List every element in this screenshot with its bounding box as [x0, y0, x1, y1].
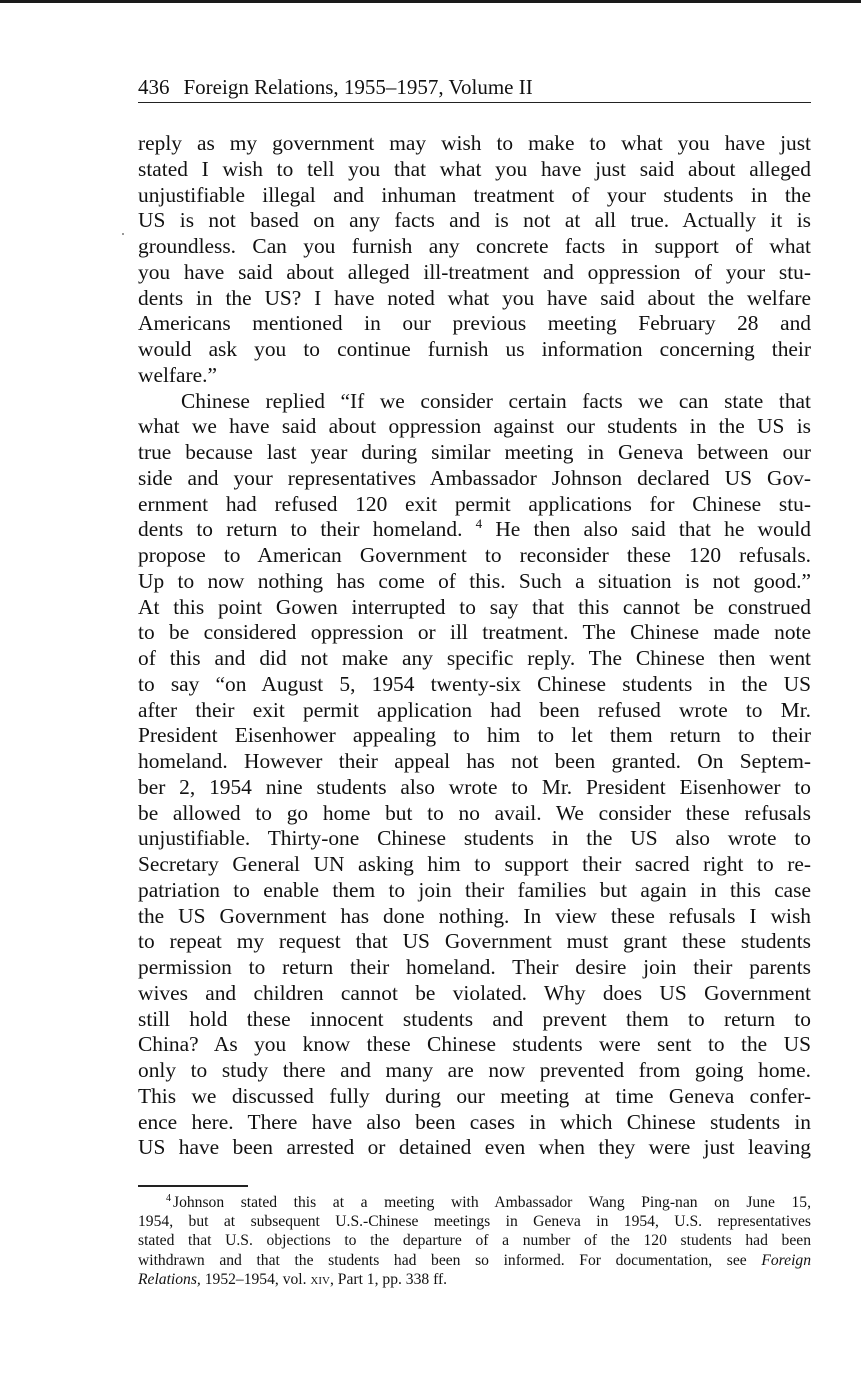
text-line: Americans mentioned in our previous meeting February 28 and: [138, 311, 811, 336]
text-line: At this point Gowen interrupted to say that this cannot be construed: [138, 594, 811, 619]
footnote-separator: [138, 1185, 248, 1187]
text-line: China? As you know these Chinese students were sent to the US: [138, 1032, 811, 1057]
text-line: welfare.”: [138, 362, 217, 387]
text-line: propose to American Government to reconsider these 120 refusals.: [138, 543, 811, 567]
text-line: homeland. However their appeal has not been granted. On Septem-: [138, 749, 811, 773]
citation-title: Relations,: [138, 1270, 201, 1288]
footnote-line: [138, 1270, 811, 1289]
text-line: Chinese replied “If we consider certain facts we can state that: [181, 388, 811, 413]
footnote-text: withdrawn and that the students had been so informed. For documentation, see: [138, 1251, 747, 1269]
citation-title: Foreign: [761, 1251, 812, 1269]
text-line: to say “on August 5, 1954 twenty-six Chinese students in the US: [138, 671, 811, 696]
text-line: you have said about alleged ill-treatment and oppression of your stu-: [138, 259, 811, 284]
text-line: to repeat my request that US Government must grant these students: [138, 929, 811, 954]
text-line: ernment had refused 120 exit permit applications for Chinese stu-: [138, 491, 811, 516]
text-line: to be considered oppression or ill treatment. The Chinese made note: [138, 620, 811, 645]
text-line: Secretary General UN asking him to support their sacred right to re-: [138, 852, 811, 876]
text-line: wives and children cannot be violated. Why does US Government: [138, 980, 811, 1005]
text-line: only to study there and many are now prevented from going home.: [138, 1058, 811, 1082]
footnote-line: [138, 1251, 811, 1270]
text-segment: dents to return to their homeland.: [138, 517, 463, 542]
text-line: permission to return their homeland. Their desire join their parents: [138, 955, 811, 979]
text-line: true because last year during similar meeting in Geneva between our: [138, 440, 811, 464]
footnote-text: 1952–1954, vol.: [204, 1270, 307, 1288]
footnote-text: , Part 1, pp. 338 ff.: [329, 1270, 448, 1288]
text-line-with-footnote: [138, 517, 811, 543]
running-head: [138, 74, 811, 103]
text-line: the US Government has done nothing. In view these refusals I wish: [138, 903, 811, 928]
body-text: [138, 131, 811, 1161]
text-line: reply as my government may wish to make to what you have just: [138, 131, 811, 155]
text-line: unjustifiable illegal and inhuman treatment of your students in the: [138, 182, 811, 207]
text-line: patriation to enable them to join their families but again in this case: [138, 877, 811, 902]
text-line: unjustifiable. Thirty-one Chinese students in the US also wrote to: [138, 826, 811, 851]
footnote-line: 1954, but at subsequent U.S.-Chinese meetings in Geneva in 1954, U.S. representatives: [138, 1213, 811, 1231]
text-line: Up to now nothing has come of this. Such a situation is not good.”: [138, 568, 811, 593]
text-line: ence here. There have also been cases in which Chinese students in: [138, 1109, 811, 1134]
text-segment: He then also said that he would: [495, 517, 812, 542]
text-line: stated I wish to tell you that what you have just said about alleged: [138, 156, 811, 181]
volume-title: Foreign Relations, 1955–1957, Volume II: [183, 75, 533, 99]
footnote: [138, 1193, 811, 1289]
text-line: US have been arrested or detained even when they were just leaving: [138, 1135, 811, 1160]
top-border-rule: [0, 0, 861, 3]
text-line: dents in the US? I have noted what you have said about the welfare: [138, 285, 811, 310]
text-line: still hold these innocent students and prevent them to return to: [138, 1006, 811, 1031]
text-line: US is not based on any facts and is not at all true. Actually it is: [138, 208, 811, 233]
text-line: would ask you to continue furnish us information concerning their: [138, 337, 811, 361]
text-line: what we have said about oppression against our students in the US is: [138, 414, 811, 439]
text-line: side and your representatives Ambassador Johnson declared US Gov-: [138, 465, 811, 490]
page-number: 436: [138, 75, 170, 99]
text-line: after their exit permit application had been refused wrote to Mr.: [138, 697, 811, 722]
text-line: ber 2, 1954 nine students also wrote to Mr. President Eisenhower to: [138, 774, 811, 799]
text-line: This we discussed fully during our meeting at time Geneva confer-: [138, 1083, 811, 1108]
text-line: President Eisenhower appealing to him to let them return to their: [138, 723, 811, 748]
volume-numeral: xiv: [310, 1270, 330, 1288]
footnote-marker: 4: [166, 1192, 171, 1204]
text-line: be allowed to go home but to no avail. We consider these refusals: [138, 800, 811, 825]
footnote-line: [138, 1193, 811, 1212]
footnote-reference[interactable]: 4: [475, 516, 483, 532]
scan-speck: [122, 233, 124, 235]
footnote-line: stated that U.S. objections to the departure of a number of the 120 students had been: [138, 1232, 811, 1250]
text-line: of this and did not make any specific reply. The Chinese then went: [138, 646, 811, 670]
footnote-text: Johnson stated this at a meeting with Ambassador Wang Ping-nan on June 15,: [173, 1194, 811, 1211]
text-line: groundless. Can you furnish any concrete facts in support of what: [138, 234, 811, 258]
